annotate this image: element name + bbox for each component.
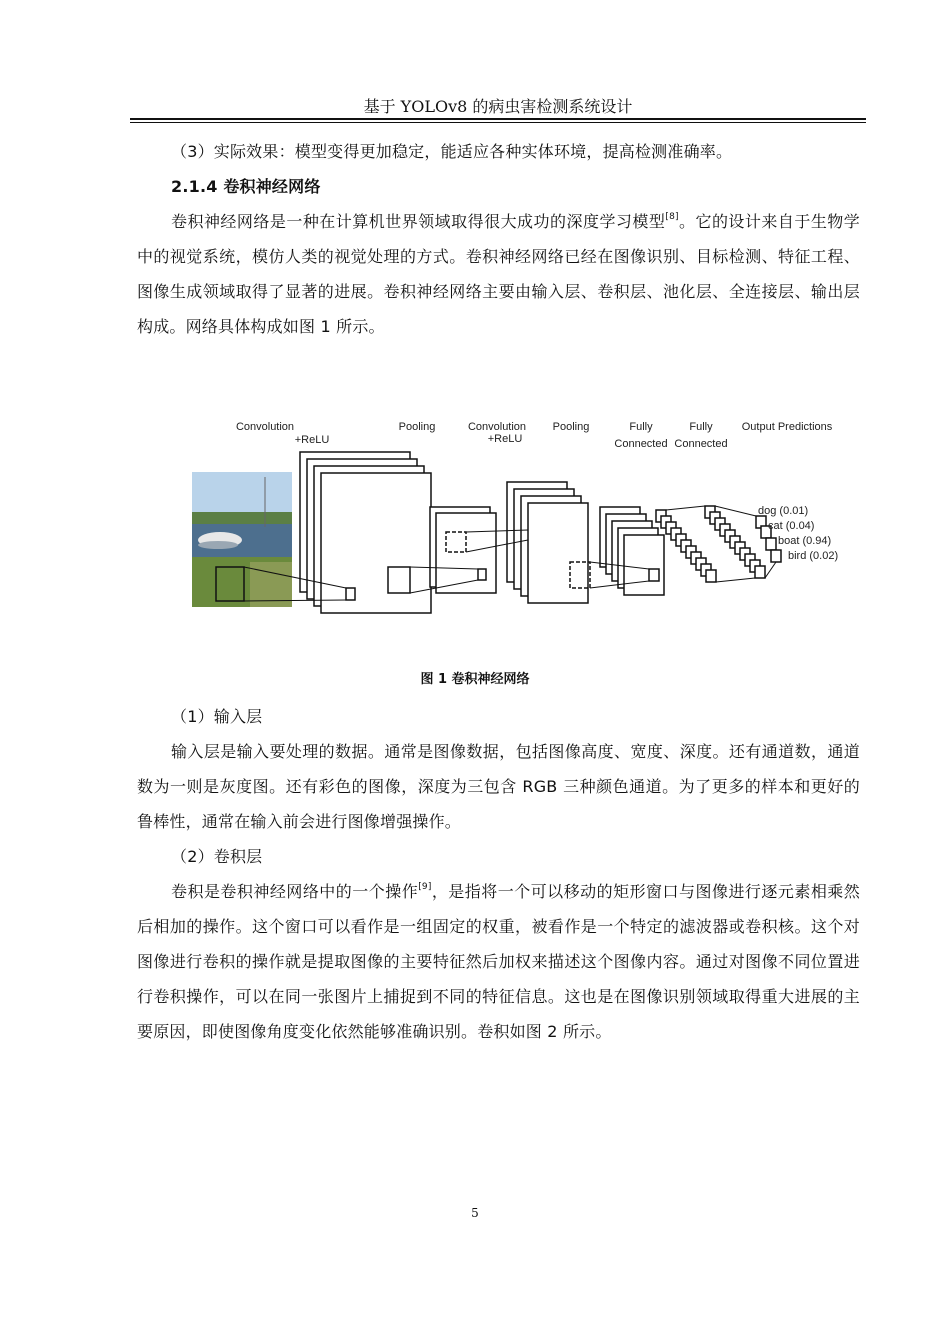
- label-pooling-1: Pooling: [398, 421, 436, 433]
- running-header: 基于 YOLOv8 的病虫害检测系统设计: [363, 97, 633, 116]
- citation-9: [9]: [418, 882, 432, 892]
- paragraph-conv-layer-b: ，是指将一个可以移动的矩形窗口与图像进行逐元素相乘然后相加的操作。这个窗口可以看作是一组固定的权重，被看作是一个特定的滤波器或卷积核。这个对图像进行卷积的操作就是提取图像的主要特征然后加权来描述这个图像内容。通过对图像不同位置进行卷积操作，可以在同一张图片上捕捉到不同的特征信息。这也是在图像识别领域取得重大进展的主要原因，即使图像角度变化依然能够准确识别。卷积如图 2 所示。: [137, 882, 860, 1041]
- prediction-boat: boat (0.94): [778, 535, 832, 547]
- cnn-architecture-figure: [190, 412, 840, 617]
- paragraph-input-layer: 输入层是输入要处理的数据。通常是图像数据，包括图像高度、宽度、深度。还有通道数，通道数为一则是灰度图。还有彩色的图像，深度为三包含 RGB 三种颜色通道。为了更多的样本和更好的鲁棒性，通常在输入前会进行图像增强操作。: [137, 742, 860, 831]
- prediction-cat: cat (0.04): [768, 520, 815, 532]
- label-convolution-2: Convolution: [467, 421, 527, 433]
- header-rule-thick: [130, 118, 866, 120]
- header-rule-thin: [130, 122, 866, 123]
- label-fully-2a: Fully: [689, 421, 713, 433]
- paragraph-cnn-intro-b: 。它的设计来自于生物学中的视觉系统，模仿人类的视觉处理的方式。卷积神经网络已经在图像识别、目标检测、特征工程、图像生成领域取得了显著的进展。卷积神经网络主要由输入层、卷积层、池化层、全连接层、输出层构成。网络具体构成如图 1 所示。: [137, 212, 860, 336]
- label-pooling-2: Pooling: [552, 421, 590, 433]
- prediction-bird: bird (0.02): [788, 550, 839, 562]
- label-relu-1: +ReLU: [294, 434, 330, 446]
- section-conv-layer: （2）卷积层: [171, 847, 263, 866]
- section-heading-2-1-4: 2.1.4 卷积神经网络: [171, 177, 321, 196]
- label-output-predictions: Output Predictions: [741, 421, 833, 433]
- label-connected-1: Connected: [614, 438, 668, 450]
- citation-8: [8]: [665, 212, 679, 222]
- conv2-feature-maps: [507, 482, 588, 603]
- prediction-dog: dog (0.01): [758, 505, 809, 517]
- conv1-feature-maps: [300, 452, 431, 613]
- paragraph-effect: （3）实际效果：模型变得更加稳定，能适应各种实体环境，提高检测准确率。: [171, 142, 733, 161]
- paragraph-cnn-intro: [137, 204, 860, 344]
- pool2-feature-maps: [600, 507, 664, 595]
- body-top: [137, 134, 860, 344]
- label-convolution-1: Convolution: [235, 421, 295, 433]
- label-fully-1a: Fully: [629, 421, 653, 433]
- body-bottom: [137, 699, 860, 1049]
- figure-caption: 图 1 卷积神经网络: [420, 672, 530, 687]
- label-connected-2: Connected: [674, 438, 728, 450]
- input-boat-photo: [192, 472, 292, 607]
- page-number: 5: [471, 1206, 479, 1220]
- section-input-layer: （1）输入层: [171, 707, 263, 726]
- paragraph-cnn-intro-a: 卷积神经网络是一种在计算机世界领域取得很大成功的深度学习模型: [171, 212, 666, 231]
- paragraph-conv-layer: [137, 874, 860, 1049]
- paragraph-conv-layer-a: 卷积是卷积神经网络中的一个操作: [171, 882, 419, 901]
- label-relu-2: +ReLU: [487, 433, 523, 445]
- fc1-neurons: [656, 510, 716, 582]
